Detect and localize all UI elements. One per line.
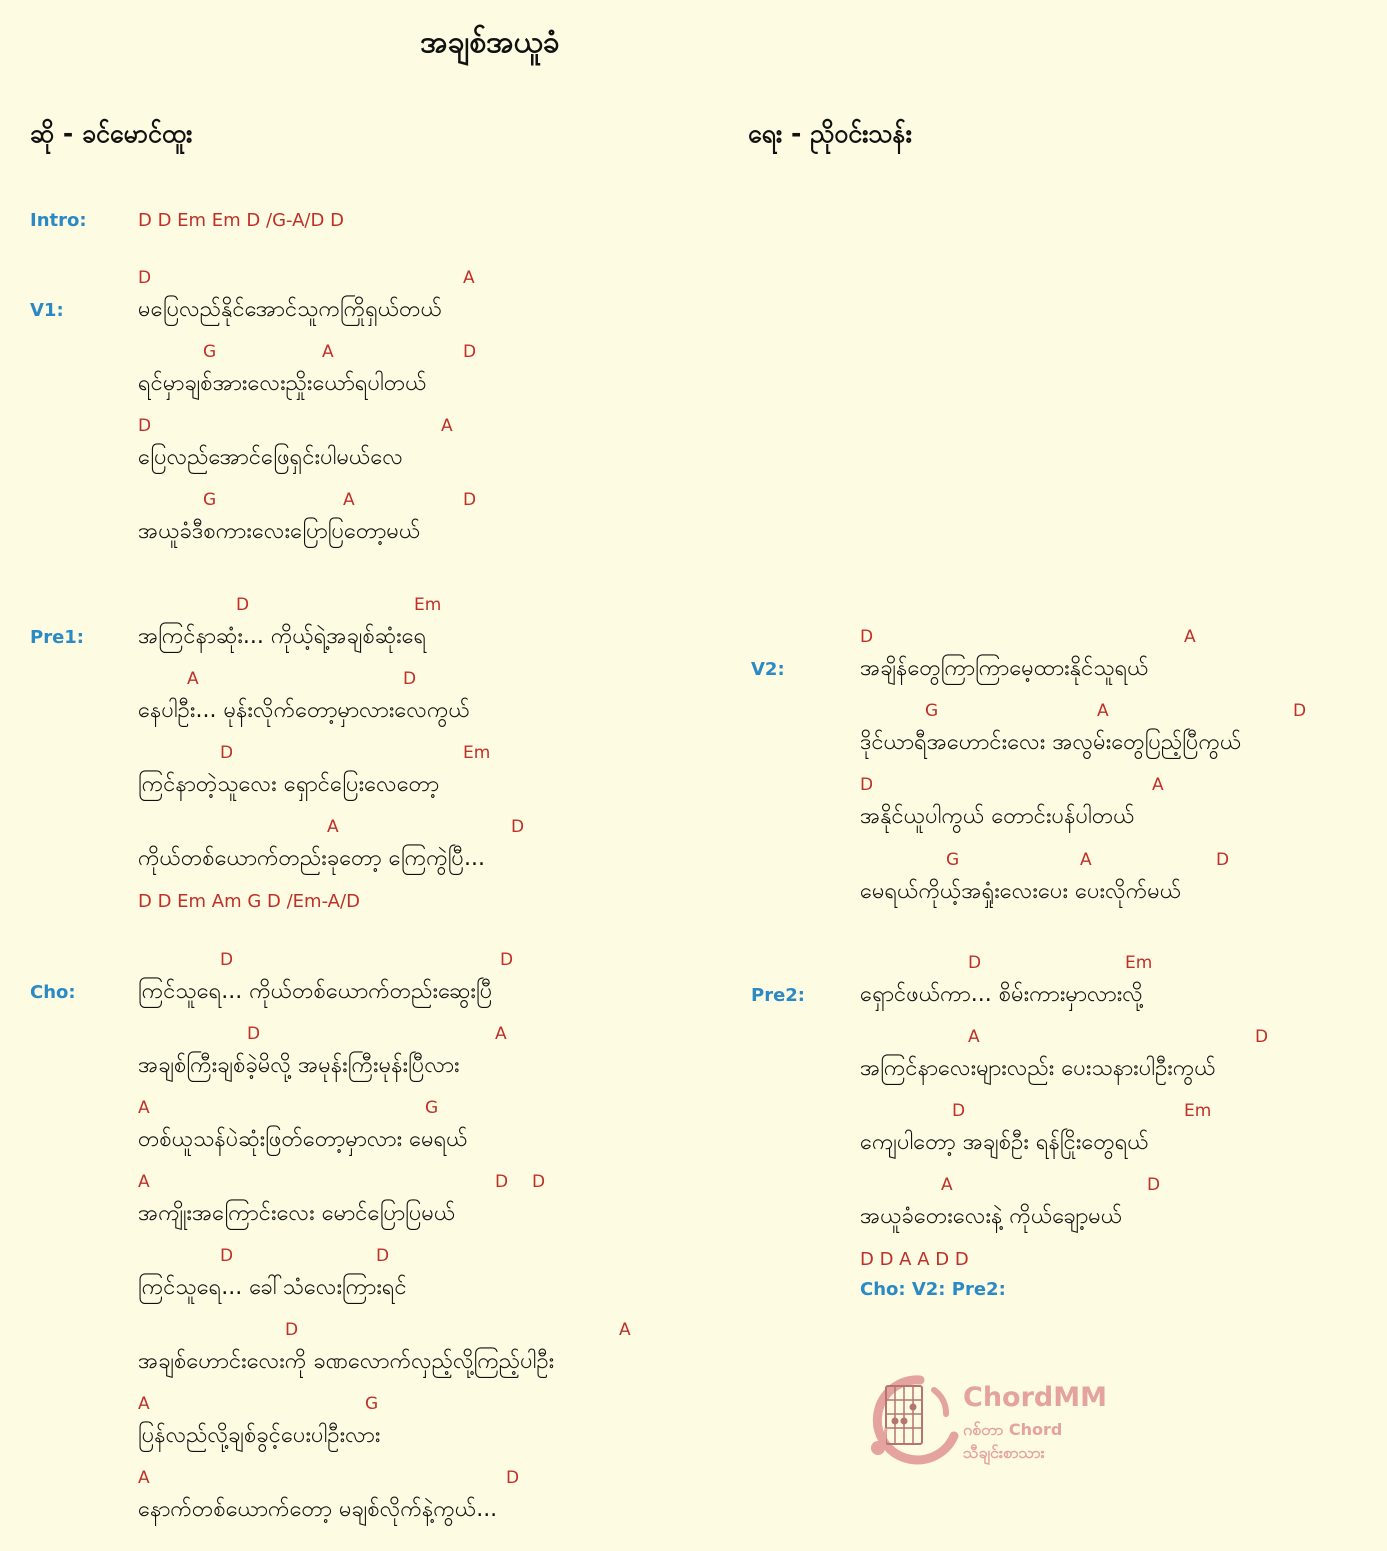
chord: A [138,1098,150,1118]
chord: D [236,595,250,615]
lyric-line: ပြေလည်အောင်ဖြေရှင်းပါမယ်လေ [138,445,403,470]
repeat-note: Cho: V2: Pre2: [860,1279,1006,1300]
chord: D [138,416,152,436]
chord: D [952,1101,966,1121]
chord: D [860,627,874,647]
chord: D [1255,1027,1269,1047]
writer-credit: ရေး - ညိုဝင်းသန်း [748,119,912,148]
lyric-line: အချိန်တွေကြာကြာမေ့ထားနိုင်သူရယ် [860,656,1149,681]
logo-tagline-2: သီချင်းစာသား [963,1443,1045,1462]
lyric-line: တစ်ယူသန်ပဲဆုံးဖြတ်တော့မှာလား မေရယ် [138,1127,468,1152]
lyric-line: ကြင်သူရေ... ကိုယ်တစ်ယောက်တည်းဆွေးပြီ [138,979,493,1004]
chordmm-logo [862,1368,1122,1468]
chord: A [327,817,339,837]
chord: D [138,268,152,288]
chord: D [1293,701,1307,721]
chord: Em [1184,1101,1212,1121]
section-label-v2: V2: [751,659,785,680]
chord: D [968,953,982,973]
chord: A [1097,701,1109,721]
chord: A [187,669,199,689]
chord: D [220,950,234,970]
chord: G [946,850,960,870]
pre2-outro-chords: D D A A D D [860,1249,969,1270]
section-label-pre1: Pre1: [30,627,84,648]
chord: D [220,1246,234,1266]
lyric-line: ပြန်လည်လို့ချစ်ခွင့်ပေးပါဦးလား [138,1423,381,1448]
section-label-intro: Intro: [30,210,87,231]
section-label-pre2: Pre2: [751,985,805,1006]
chord: D [1147,1175,1161,1195]
pre1-outro-chords: D D Em Am G D /Em-A/D [138,891,360,912]
chord: A [941,1175,953,1195]
chord: A [322,342,334,362]
chord: A [495,1024,507,1044]
chord: G [203,342,217,362]
chord: A [138,1468,150,1488]
chord: G [425,1098,439,1118]
lyric-line: အချစ်ဟောင်းလေးကို ခဏလောက်လှည့်လို့ကြည့်ပါဦး [138,1349,555,1374]
chord: D [463,490,477,510]
chord: D [403,669,417,689]
logo-name: ChordMM [963,1382,1107,1413]
lyric-line: အကြင်နာလေးများလည်း ပေးသနားပါဦးကွယ် [860,1056,1216,1081]
logo-tagline: ဂစ်တာ Chord [963,1420,1063,1439]
lyric-line: မပြေလည်နိုင်အောင်သူကကြိုရှယ်တယ် [138,297,442,322]
chord: D [511,817,525,837]
chord: A [138,1172,150,1192]
chord: Em [463,743,491,763]
chord: A [968,1027,980,1047]
lyric-line: နေပါဦး... မုန်းလိုက်တော့မှာလားလေကွယ် [138,698,470,723]
lyric-line: ဒိုင်ယာရီအဟောင်းလေး အလွမ်းတွေပြည့်ပြီကွယ် [860,730,1242,755]
chord: D [247,1024,261,1044]
chord: A [619,1320,631,1340]
lyric-line: မေရယ်ကိုယ့်အရှုံးလေးပေး ပေးလိုက်မယ် [860,879,1182,904]
chord: A [463,268,475,288]
lyric-line: ရင်မှာချစ်အားလေးညှိုးယော်ရပါတယ် [138,371,427,396]
lyric-line: နောက်တစ်ယောက်တော့ မချစ်လိုက်နဲ့ကွယ်... [138,1497,498,1522]
chord: D [860,775,874,795]
chord: D [532,1172,546,1192]
chord: D [220,743,234,763]
lyric-line: ကြင်သူရေ... ခေါ်သံလေးကြားရင် [138,1275,407,1300]
chord: D [285,1320,299,1340]
chord: G [203,490,217,510]
chord: D [495,1172,509,1192]
chord: D [506,1468,520,1488]
lyric-line: ရှောင်ဖယ်ကာ... စိမ်းကားမှာလားလို့ [860,982,1143,1007]
chord: G [365,1394,379,1414]
chord: A [1184,627,1196,647]
lyric-line: အနိုင်ယူပါကွယ် တောင်းပန်ပါတယ် [860,804,1135,829]
chord: Em [1125,953,1153,973]
chord: A [1080,850,1092,870]
chord: A [1152,775,1164,795]
song-title: အချစ်အယူခံ [420,25,560,60]
chord: D [463,342,477,362]
section-label-v1: V1: [30,300,64,321]
chord: G [925,701,939,721]
chord: D [376,1246,390,1266]
lyric-line: ကိုယ်တစ်ယောက်တည်းခုတော့ ကြေကွဲပြီ... [138,846,485,871]
lyric-line: ကျေပါတော့ အချစ်ဦး ရန်ငြိုးတွေရယ် [860,1130,1149,1155]
chord: A [138,1394,150,1414]
chord: D [500,950,514,970]
lyric-line: အချစ်ကြီးချစ်ခဲ့မိလို့ အမုန်းကြီးမုန်းပြီလား [138,1053,460,1078]
chord: A [441,416,453,436]
singer-credit: ဆို - ခင်မောင်ထူး [30,119,193,148]
intro-chords: D D Em Em D /G-A/D D [138,210,344,231]
lyric-line: အယူခံဒီစကားလေးပြောပြတော့မယ် [138,519,421,544]
chord: Em [414,595,442,615]
lyric-line: အကျိုးအကြောင်းလေး မောင်ပြောပြမယ် [138,1201,456,1226]
lyric-line: အကြင်နာဆုံး... ကိုယ့်ရဲ့အချစ်ဆုံးရေ [138,624,427,649]
lyric-line: အယူခံတေးလေးနဲ့ ကိုယ်ချော့မယ် [860,1204,1123,1229]
lyric-line: ကြင်နာတဲ့သူလေး ရှောင်ပြေးလေတော့ [138,772,440,797]
guitar-chord-icon [862,1368,962,1468]
section-label-cho: Cho: [30,982,76,1003]
chord: D [1216,850,1230,870]
chord: A [343,490,355,510]
